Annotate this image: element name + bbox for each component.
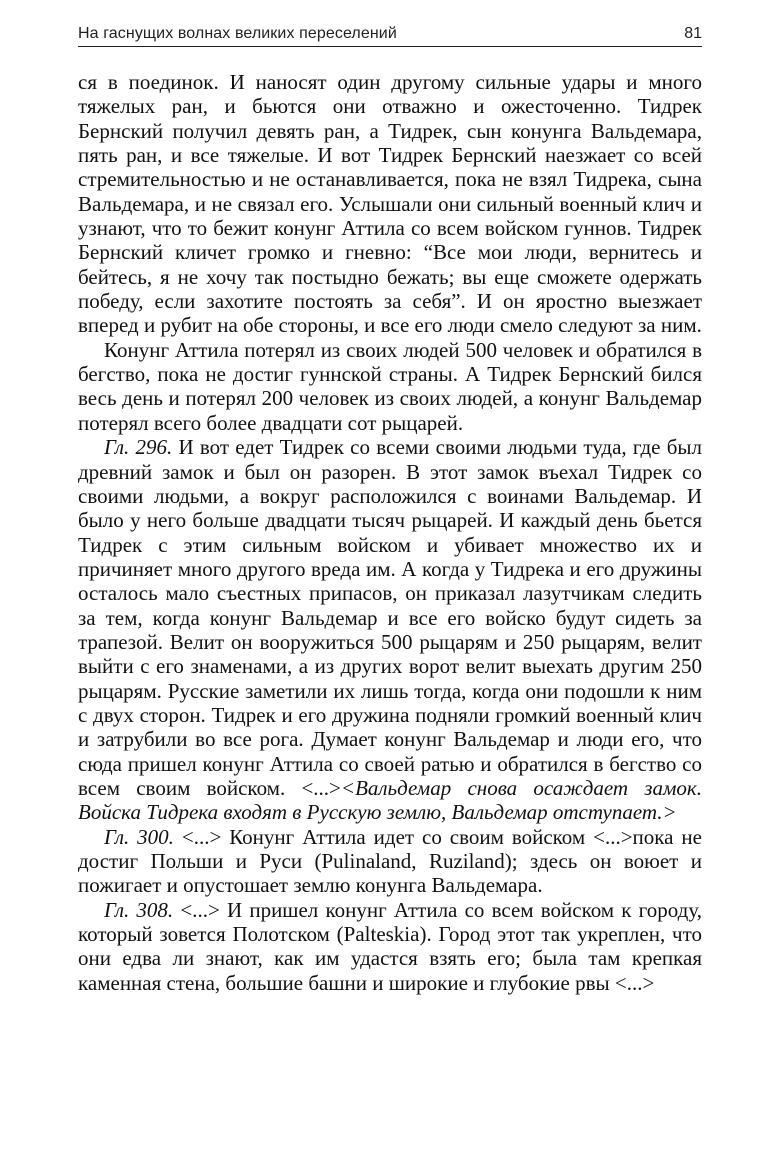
paragraph-text: <...> И пришел конунг Аттила со всем войском к городу, который зовется Полотском (Palteskia). Город этот так укреплен, что они едва ли знают, как им удастся взять его; была там крепкая каменная стена, большие башни и широкие и глубокие рвы <...>	[78, 897, 702, 995]
paragraph	[78, 435, 702, 825]
editorial-summary: <Вальдемар снова осаждает замок. Войска Тидрека входят в Русскую землю, Вальдемар отступает.>	[78, 775, 702, 825]
paragraph	[78, 898, 702, 995]
chapter-reference: Гл. 300.	[104, 824, 174, 849]
main-text	[78, 70, 702, 995]
chapter-reference: Гл. 296.	[104, 435, 173, 460]
paragraph-text: ся в поединок. И наносят один другому сильные удары и много тяжелых ран, и бьются они отважно и ожесточенно. Тидрек Бернский получил девять ран, а Тидрек, сын конунга Вальдемара, пять ран, и все тяжелые. И вот Тидрек Бернский наезжает со всей стремительностью и не останавливается, пока не взял Тидрека, сына Вальдемара, и не связал его. Услышали они сильный военный клич и узнают, что то бежит конунг Аттила со всем войском гуннов. Тидрек Бернский кличет громко и гневно: “Все мои люди, вернитесь и бейтесь, я не хочу так постыдно бежать; вы еще сможете одержать победу, если захотите постоять за себя”. И он яростно выезжает вперед и рубит на обе стороны, и все его люди смело следуют за ним.	[78, 70, 702, 338]
paragraph-text: И вот едет Тидрек со всеми своими людьми туда, где был древний замок и был он разорен. В этот замок въехал Тидрек со своими людьми, а вокруг расположился с воинами Вальдемар. И было у него больше двадцати тысяч рыцарей. И каждый день бьется Тидрек с этим сильным войском и убивает множество их и причиняет много другого вреда им. А когда у Тидрека и его дружины осталось мало съестных припасов, он приказал лазутчикам следить за тем, когда конунг Вальдемар и все его войско будут сидеть за трапезой. Велит он вооружиться 500 рыцарям и 250 рыцарям, велит выйти с его знаменами, а из других ворот велит выехать другим 250 рыцарям. Русские заметили их лишь тогда, когда они подошли к ним с двух сторон. Тидрек и его дружина подняли громкий военный клич и затрубили во все рога. Думает конунг Вальдемар и люди его, что сюда пришел конунг Аттила со своей ратью и обратился в бегство со всем своим войском. <...>	[78, 435, 702, 800]
paragraph	[78, 70, 702, 338]
running-title: На гаснущих волнах великих переселений	[78, 25, 397, 42]
paragraph	[78, 338, 702, 435]
page-header	[78, 12, 702, 47]
chapter-reference: Гл. 308.	[104, 897, 174, 922]
page-number: 81	[684, 25, 702, 42]
paragraph-text: <...> Конунг Аттила идет со своим войском <...>пока не достиг Польши и Руси (Pulinaland, Ruziland); здесь он воюет и пожигает и опустошает землю конунга Вальдемара.	[78, 824, 702, 898]
paragraph	[78, 825, 702, 898]
paragraph-text: Конунг Аттила потерял из своих людей 500 человек и обратился в бегство, пока не достиг гуннской страны. А Тидрек Бернский бился весь день и потерял 200 человек из своих людей, а конунг Вальдемар потерял всего более двадцати сот рыцарей.	[78, 337, 702, 435]
